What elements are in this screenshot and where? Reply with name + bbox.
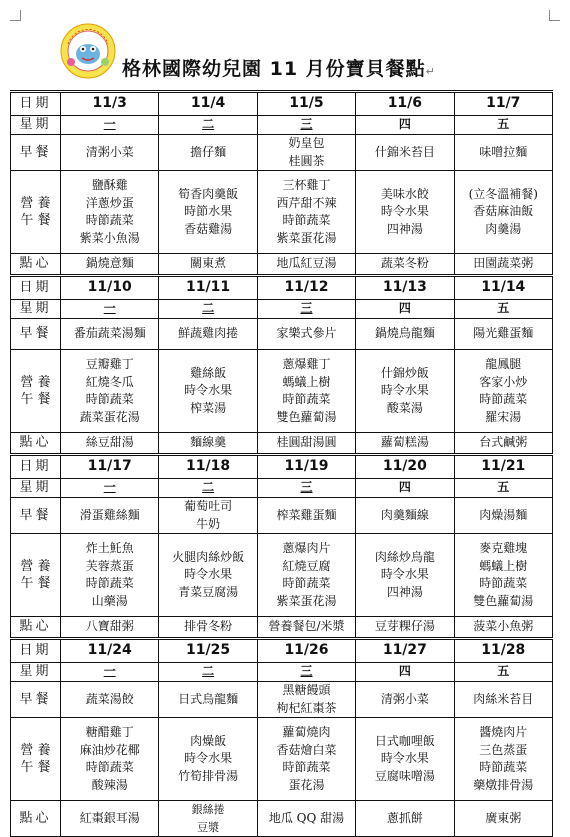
date-cell: 11/26 xyxy=(257,639,355,663)
lunch-row xyxy=(11,534,553,617)
menu-item: 紅燒冬瓜 xyxy=(85,374,134,389)
date-cell: 11/19 xyxy=(257,455,355,479)
snack-cell xyxy=(454,254,552,276)
menu-item: 鍋燒意麵 xyxy=(85,256,134,271)
menu-item: 豆瓣雞丁 xyxy=(85,357,134,371)
menu-item: 山藥湯 xyxy=(91,593,128,608)
date-cell: 11/18 xyxy=(159,455,257,479)
menu-item: 時節蔬菜 xyxy=(282,213,331,227)
menu-item: 時節蔬菜 xyxy=(282,392,331,406)
weekday-cell: 三 xyxy=(257,116,355,135)
weekday-cell: 三 xyxy=(257,663,355,682)
breakfast-cell xyxy=(454,135,552,171)
menu-item: 三色蒸蛋 xyxy=(479,742,528,757)
menu-item: 豆漿 xyxy=(197,820,220,834)
menu-item: 什錦米苔目 xyxy=(374,144,435,159)
snack-cell xyxy=(454,617,552,639)
weekday-cell: 二 xyxy=(159,663,257,682)
date-cell: 11/24 xyxy=(61,639,159,663)
lunch-cell xyxy=(61,718,159,801)
snack-cell xyxy=(257,617,355,639)
date-cell: 11/25 xyxy=(159,639,257,663)
menu-item: 螞蟻上樹 xyxy=(282,374,331,389)
breakfast-cell xyxy=(159,498,257,534)
weekday-cell: 五 xyxy=(454,663,552,682)
menu-item: 日式咖哩飯 xyxy=(374,733,435,748)
snack-cell xyxy=(159,433,257,455)
menu-item: 台式鹹粥 xyxy=(479,435,528,450)
menu-item: 香菇雞湯 xyxy=(184,221,233,236)
menu-item: 家樂式參片 xyxy=(276,326,337,341)
date-cell: 11/3 xyxy=(61,92,159,116)
menu-item: 雙色蘿蔔湯 xyxy=(473,593,534,608)
date-cell: 11/10 xyxy=(61,276,159,300)
menu-item: 營養餐包/米漿 xyxy=(268,619,345,634)
lunch-cell xyxy=(159,718,257,801)
menu-item: 蔥爆雞丁 xyxy=(282,357,331,371)
breakfast-cell xyxy=(257,319,355,350)
menu-item: 豆芽粿仔湯 xyxy=(374,619,435,634)
row-label-date: 日期 xyxy=(11,639,61,663)
menu-item: 螞蟻上樹 xyxy=(479,558,528,573)
menu-item: 醬燒肉片 xyxy=(479,725,528,739)
menu-item: 蔥抓餅 xyxy=(386,810,423,825)
menu-item: 酸菜湯 xyxy=(386,400,423,415)
weekday-cell: 一 xyxy=(61,479,159,498)
lunch-cell xyxy=(356,534,454,617)
page-corner-mark xyxy=(10,10,21,21)
weekday-cell: 二 xyxy=(159,116,257,135)
snack-cell xyxy=(454,801,552,837)
menu-item: 排骨冬粉 xyxy=(184,619,233,634)
date-cell: 11/27 xyxy=(356,639,454,663)
breakfast-cell xyxy=(257,498,355,534)
menu-item: 紫菜蛋花湯 xyxy=(276,593,337,608)
lunch-label-line: 午 餐 xyxy=(20,213,51,228)
menu-item: 菠菜小魚粥 xyxy=(473,619,534,634)
row-label-snack: 點心 xyxy=(11,617,61,639)
menu-item: 肉燥湯麵 xyxy=(479,507,528,522)
lunch-cell xyxy=(257,718,355,801)
breakfast-cell xyxy=(257,682,355,718)
weekday-cell: 二 xyxy=(159,300,257,319)
lunch-cell xyxy=(159,534,257,617)
breakfast-cell xyxy=(159,319,257,350)
menu-item: (立冬溫補餐) xyxy=(468,186,538,201)
row-label-lunch xyxy=(11,171,61,254)
menu-item: 地瓜紅豆湯 xyxy=(276,256,337,271)
row-label-breakfast: 早餐 xyxy=(11,498,61,534)
menu-item: 清粥小菜 xyxy=(380,691,429,706)
menu-item: 時節蔬菜 xyxy=(85,760,134,774)
menu-item: 榨菜雞蛋麵 xyxy=(276,507,337,522)
menu-item: 筍香肉羹飯 xyxy=(178,186,239,201)
row-label-breakfast: 早餐 xyxy=(11,682,61,718)
date-row xyxy=(11,92,553,116)
menu-item: 肉絲米苔目 xyxy=(473,691,534,706)
menu-item: 枸杞紅棗茶 xyxy=(276,700,337,715)
lunch-label-line: 營 養 xyxy=(20,195,51,211)
menu-item: 滑蛋雞絲麵 xyxy=(79,507,140,522)
menu-item: 香菇麻油飯 xyxy=(473,204,534,219)
menu-item: 時節蔬菜 xyxy=(85,213,134,227)
menu-item: 地瓜 QQ 甜湯 xyxy=(268,810,345,825)
lunch-label-line: 午 餐 xyxy=(20,576,51,591)
menu-item: 番茄蔬菜湯麵 xyxy=(73,326,146,341)
date-cell: 11/13 xyxy=(356,276,454,300)
snack-row xyxy=(11,617,553,639)
weekday-cell: 三 xyxy=(257,479,355,498)
weekday-cell: 二 xyxy=(159,479,257,498)
breakfast-cell xyxy=(159,682,257,718)
page-corner-mark xyxy=(549,10,560,21)
menu-item: 什錦炒飯 xyxy=(380,365,429,380)
date-cell: 11/12 xyxy=(257,276,355,300)
menu-item: 擔仔麵 xyxy=(190,144,227,159)
menu-item: 洋蔥炒蛋 xyxy=(85,195,134,210)
date-cell: 11/6 xyxy=(356,92,454,116)
menu-item: 蔬菜冬粉 xyxy=(380,256,429,271)
row-label-weekday: 星期 xyxy=(11,116,61,135)
weekday-cell: 三 xyxy=(257,300,355,319)
menu-item: 時節水果 xyxy=(184,204,233,219)
row-label-lunch xyxy=(11,718,61,801)
lunch-row xyxy=(11,718,553,801)
breakfast-cell xyxy=(61,498,159,534)
menu-item: 味噌拉麵 xyxy=(479,144,528,159)
snack-cell xyxy=(61,433,159,455)
menu-item: 火腿肉絲炒飯 xyxy=(172,549,245,564)
menu-item: 蛋花湯 xyxy=(288,777,325,792)
menu-item: 田園蔬菜粥 xyxy=(473,256,534,271)
lunch-cell xyxy=(159,171,257,254)
breakfast-row xyxy=(11,682,553,718)
date-cell: 11/5 xyxy=(257,92,355,116)
menu-item: 榨菜湯 xyxy=(190,400,227,415)
lunch-cell xyxy=(61,171,159,254)
menu-item: 羅宋湯 xyxy=(485,409,522,424)
breakfast-cell xyxy=(61,319,159,350)
weekday-cell: 一 xyxy=(61,663,159,682)
weekday-cell: 一 xyxy=(61,116,159,135)
lunch-cell xyxy=(454,171,552,254)
lunch-cell xyxy=(257,350,355,433)
menu-item: 時令水果 xyxy=(380,567,429,582)
breakfast-cell xyxy=(454,682,552,718)
lunch-cell xyxy=(356,350,454,433)
menu-item: 時節蔬菜 xyxy=(282,576,331,590)
menu-item: 紫菜蛋花湯 xyxy=(276,230,337,245)
menu-item: 時節蔬菜 xyxy=(282,760,331,774)
date-cell: 11/17 xyxy=(61,455,159,479)
lunch-cell xyxy=(257,171,355,254)
menu-item: 時令水果 xyxy=(184,383,233,398)
menu-item: 時令水果 xyxy=(380,204,429,219)
menu-item: 麥克雞塊 xyxy=(479,541,528,555)
weekday-row xyxy=(11,300,553,319)
breakfast-cell xyxy=(159,135,257,171)
menu-item: 香菇燴白菜 xyxy=(276,742,337,757)
lunch-cell xyxy=(356,171,454,254)
menu-item: 藥燉排骨湯 xyxy=(473,777,534,792)
date-row xyxy=(11,639,553,663)
menu-item: 麵線羹 xyxy=(190,435,227,450)
menu-item: 美味水餃 xyxy=(380,186,429,201)
lunch-label-line: 營 養 xyxy=(20,558,51,574)
menu-item: 客家小炒 xyxy=(479,374,528,389)
weekday-row xyxy=(11,479,553,498)
row-label-date: 日期 xyxy=(11,276,61,300)
menu-item: 四神湯 xyxy=(386,221,423,236)
weekday-cell: 四 xyxy=(356,116,454,135)
snack-row xyxy=(11,801,553,837)
menu-item: 關東煮 xyxy=(190,256,227,271)
snack-cell xyxy=(61,617,159,639)
lunch-cell xyxy=(454,534,552,617)
breakfast-cell xyxy=(356,319,454,350)
menu-item: 雞絲飯 xyxy=(190,365,227,380)
snack-cell xyxy=(356,433,454,455)
menu-item: 三杯雞丁 xyxy=(282,178,331,192)
snack-cell xyxy=(454,433,552,455)
lunch-label-line: 午 餐 xyxy=(20,760,51,775)
page-title: 格林國際幼兒園 11 月份寶貝餐點↵ xyxy=(122,58,435,80)
weekday-cell: 五 xyxy=(454,300,552,319)
snack-row xyxy=(11,433,553,455)
row-label-weekday: 星期 xyxy=(11,300,61,319)
menu-item: 肉羹麵線 xyxy=(380,507,429,522)
date-cell: 11/4 xyxy=(159,92,257,116)
snack-cell xyxy=(257,801,355,837)
weekday-cell: 四 xyxy=(356,300,454,319)
lunch-cell xyxy=(61,350,159,433)
breakfast-cell xyxy=(454,498,552,534)
row-label-snack: 點心 xyxy=(11,433,61,455)
snack-cell xyxy=(257,254,355,276)
weekday-cell: 五 xyxy=(454,479,552,498)
lunch-cell xyxy=(61,534,159,617)
snack-cell xyxy=(61,254,159,276)
menu-item: 廣東粥 xyxy=(485,810,522,825)
school-logo xyxy=(58,22,118,80)
menu-item: 桂圓茶 xyxy=(288,153,325,168)
menu-item: 麻油炒花椰 xyxy=(79,742,140,757)
weekday-row xyxy=(11,116,553,135)
snack-cell xyxy=(356,254,454,276)
menu-item: 雙色蘿蔔湯 xyxy=(276,409,337,424)
menu-item: 日式烏龍麵 xyxy=(178,691,239,706)
date-row xyxy=(11,455,553,479)
date-cell: 11/21 xyxy=(454,455,552,479)
menu-item: 炸土魠魚 xyxy=(85,541,134,555)
row-label-weekday: 星期 xyxy=(11,663,61,682)
date-cell: 11/7 xyxy=(454,92,552,116)
menu-item: 時節蔬菜 xyxy=(85,392,134,406)
menu-item: 時令水果 xyxy=(184,751,233,766)
menu-item: 糖醋雞丁 xyxy=(85,725,134,739)
menu-item: 蔬菜蛋花湯 xyxy=(79,409,140,424)
weekday-cell: 四 xyxy=(356,479,454,498)
breakfast-cell xyxy=(61,135,159,171)
menu-item: 鍋燒烏龍麵 xyxy=(374,326,435,341)
breakfast-cell xyxy=(356,135,454,171)
menu-item: 黑糖饅頭 xyxy=(282,683,331,697)
menu-item: 八寶甜粥 xyxy=(85,619,134,634)
menu-item: 時令水果 xyxy=(184,567,233,582)
snack-cell xyxy=(159,801,257,837)
row-label-snack: 點心 xyxy=(11,801,61,837)
row-label-lunch xyxy=(11,534,61,617)
menu-item: 肉燥飯 xyxy=(190,733,227,748)
menu-item: 蘿蔔糕湯 xyxy=(380,435,429,450)
menu-item: 蘿蔔燒肉 xyxy=(282,725,331,739)
menu-item: 酸辣湯 xyxy=(91,777,128,792)
menu-item: 陽光雞蛋麵 xyxy=(473,326,534,341)
date-cell: 11/28 xyxy=(454,639,552,663)
menu-item: 葡萄吐司 xyxy=(184,499,233,513)
menu-item: 清粥小菜 xyxy=(85,144,134,159)
menu-item: 紫菜小魚湯 xyxy=(79,230,140,245)
menu-item: 蔬菜湯餃 xyxy=(85,691,134,706)
row-label-breakfast: 早餐 xyxy=(11,135,61,171)
menu-item: 奶皇包 xyxy=(288,136,325,150)
lunch-row xyxy=(11,350,553,433)
menu-item: 紅棗銀耳湯 xyxy=(79,810,140,825)
weekday-row xyxy=(11,663,553,682)
weekday-cell: 五 xyxy=(454,116,552,135)
snack-row xyxy=(11,254,553,276)
snack-cell xyxy=(257,433,355,455)
breakfast-cell xyxy=(61,682,159,718)
menu-item: 肉絲炒烏龍 xyxy=(374,549,435,564)
date-cell: 11/20 xyxy=(356,455,454,479)
snack-cell xyxy=(159,254,257,276)
menu-item: 西芹甜不辣 xyxy=(276,195,337,210)
menu-item: 時令水果 xyxy=(380,751,429,766)
menu-item: 時節蔬菜 xyxy=(479,576,528,590)
menu-item: 時節蔬菜 xyxy=(479,392,528,406)
date-row xyxy=(11,276,553,300)
weekday-cell: 四 xyxy=(356,663,454,682)
menu-table xyxy=(10,90,553,837)
menu-item: 豆腐味噌湯 xyxy=(374,768,435,783)
row-label-date: 日期 xyxy=(11,455,61,479)
row-label-lunch xyxy=(11,350,61,433)
menu-item: 桂圓甜湯圓 xyxy=(276,435,337,450)
menu-item: 青菜豆腐湯 xyxy=(178,584,239,599)
lunch-label-line: 營 養 xyxy=(20,374,51,390)
menu-item: 鹽酥雞 xyxy=(91,178,128,192)
lunch-label-line: 午 餐 xyxy=(20,392,51,407)
menu-item: 銀絲捲 xyxy=(191,803,225,816)
menu-item: 鮮蔬雞肉捲 xyxy=(178,326,239,341)
menu-item: 肉羹湯 xyxy=(485,221,522,236)
breakfast-cell xyxy=(454,319,552,350)
date-cell: 11/11 xyxy=(159,276,257,300)
lunch-cell xyxy=(454,350,552,433)
lunch-label-line: 營 養 xyxy=(20,742,51,758)
breakfast-row xyxy=(11,498,553,534)
menu-item: 時節蔬菜 xyxy=(479,760,528,774)
lunch-row xyxy=(11,171,553,254)
breakfast-row xyxy=(11,319,553,350)
breakfast-cell xyxy=(356,498,454,534)
date-cell: 11/14 xyxy=(454,276,552,300)
menu-item: 龍鳳腿 xyxy=(485,357,522,371)
row-label-date: 日期 xyxy=(11,92,61,116)
menu-item: 四神湯 xyxy=(386,584,423,599)
menu-item: 牛奶 xyxy=(196,516,221,531)
snack-cell xyxy=(356,801,454,837)
snack-cell xyxy=(356,617,454,639)
weekday-cell: 一 xyxy=(61,300,159,319)
menu-item: 芙蓉蒸蛋 xyxy=(85,558,134,573)
menu-item: 時令水果 xyxy=(380,383,429,398)
breakfast-row xyxy=(11,135,553,171)
snack-cell xyxy=(61,801,159,837)
menu-item: 紅燒豆腐 xyxy=(282,558,331,573)
row-label-breakfast: 早餐 xyxy=(11,319,61,350)
row-label-snack: 點心 xyxy=(11,254,61,276)
menu-item: 竹筍排骨湯 xyxy=(178,768,239,783)
breakfast-cell xyxy=(257,135,355,171)
row-label-weekday: 星期 xyxy=(11,479,61,498)
snack-cell xyxy=(159,617,257,639)
lunch-cell xyxy=(159,350,257,433)
breakfast-cell xyxy=(356,682,454,718)
lunch-cell xyxy=(454,718,552,801)
menu-item: 絲豆甜湯 xyxy=(85,435,134,450)
lunch-cell xyxy=(257,534,355,617)
menu-item: 時節蔬菜 xyxy=(85,576,134,590)
lunch-cell xyxy=(356,718,454,801)
menu-item: 蔥爆肉片 xyxy=(282,541,331,555)
